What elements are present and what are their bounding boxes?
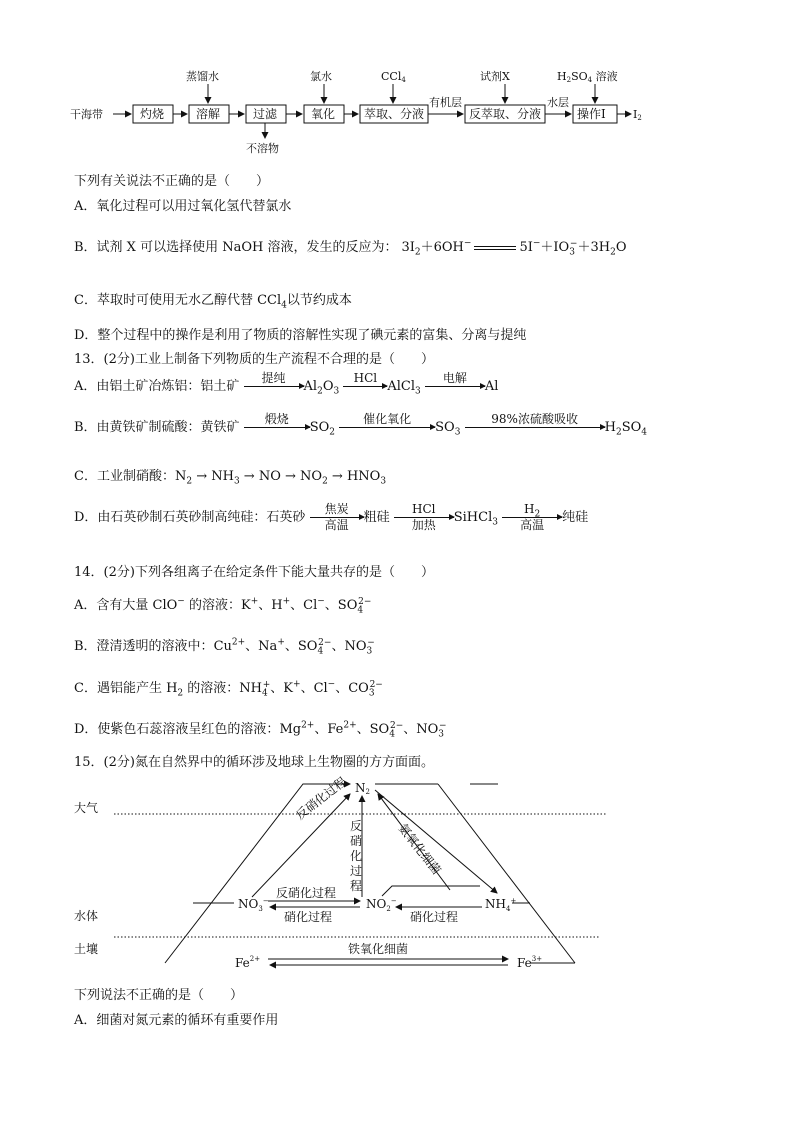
label-fe2: $Fe^{2+}$: [235, 955, 261, 970]
label-nit-h: 硝化过程: [284, 910, 333, 924]
q13-option-c: C．工业制硝酸：$N_2 \to NH_3$ → NO → $NO_2 \to HNO_3$: [74, 469, 387, 487]
q14-option-a: A．含有大量 ClO− 的溶液：K+、H+、Cl−、$SO_4^{2-}$: [74, 596, 372, 616]
label-nh4: $NH_4^+$: [485, 897, 517, 913]
flow-insoluble: 不溶物: [246, 142, 279, 155]
flow-box-label: 操作I: [577, 107, 606, 121]
nitrogen-cycle-diagram: [0, 770, 794, 980]
label-fe3: $Fe^{3+}$: [517, 955, 543, 970]
label-denit-left: 反硝化过程: [293, 774, 350, 823]
q14-stem: 14．(2分)下列各组离子在给定条件下能大量共存的是（ ）: [74, 565, 434, 580]
label-no2: $NO_2^-$: [366, 897, 397, 913]
q14-option-c: C．遇铝能产生 $H_2$ 的溶液：$NH_4^+$、K+、Cl−、$CO_3^{2-}$: [74, 679, 383, 699]
label-denit-mid: 反硝化过程: [350, 819, 363, 893]
flow-input-water: 蒸馏水: [186, 70, 219, 83]
layer-soil: 土壤: [74, 942, 99, 956]
q13-option-b: B．由黄铁矿制硫酸：黄铁矿 煅烧 $SO_2$ 催化氧化 $SO_3$ 98%浓硫酸吸收 $H_2SO_4$: [74, 412, 647, 438]
flow-box-label: 反萃取、分液: [469, 107, 542, 121]
q12-option-d: D．整个过程中的操作是利用了物质的溶解性实现了碘元素的富集、分离与提纯: [74, 328, 527, 343]
q12-option-b: B．试剂 X 可以选择使用 NaOH 溶液，发生的反应为： $3I_2+6OH^-$ $5I^-+IO_3^-+3H_2O$: [74, 238, 627, 258]
q15-stem: 15．(2分)氮在自然界中的循环涉及地球上生物圈的方方面面。: [74, 755, 434, 770]
flow-input-h2so4: H2SO4 溶液: [557, 70, 618, 84]
flow-organic-layer: 有机层: [429, 96, 462, 109]
label-ammonia-ox: 氨氧化细菌: [395, 821, 444, 878]
flow-box-label: 过滤: [253, 107, 278, 121]
label-n2: N2: [355, 781, 370, 796]
label-iron-bacteria: 铁氧化细菌: [348, 942, 409, 956]
flow-input-ccl4: CCl4: [381, 70, 406, 84]
q14-option-b: B．澄清透明的溶液中：$Cu^{2+}$、Na+、$SO_4^{2-}$、$NO_3^-$: [74, 637, 375, 657]
q13-option-a: A．由铝土矿冶炼铝：铝土矿 提纯 $Al_2O_3$ HCl AlCl$_3$ 电解 Al: [74, 371, 499, 397]
flow-box-label: 溶解: [196, 107, 221, 121]
flow-box-label: 灼烧: [140, 107, 165, 121]
q15-stem2: 下列说法不正确的是（ ）: [74, 988, 244, 1003]
flow-input-reagent-x: 试剂X: [480, 70, 510, 83]
q13-option-d: D．由石英砂制石英砂制高纯硅：石英砂 焦炭 高温 粗硅 HCl 加热 SiHCl$_3$ $H_2$ 高温 纯硅: [74, 502, 589, 532]
flow-end-i2: I2: [633, 108, 642, 122]
flow-box-label: 萃取、分液: [364, 107, 425, 121]
label-nit-h2: 硝化过程: [410, 910, 459, 924]
flow-input-chlorine: 氯水: [310, 70, 332, 83]
q13-stem: 13．(2分)工业上制备下列物质的生产流程不合理的是（ ）: [74, 352, 434, 367]
flow-aqueous-layer: 水层: [547, 96, 569, 109]
label-no3: $NO_3^-$: [238, 897, 269, 913]
q12-option-c: C．萃取时可使用无水乙醇代替 CCl$_4$以节约成本: [74, 293, 352, 311]
q14-option-d: D．使紫色石蕊溶液呈红色的溶液：$Mg^{2+}$、$Fe^{2+}$、$SO_4^{2-}$、$NO_3^-$: [74, 720, 447, 740]
layer-water: 水体: [74, 909, 99, 923]
layer-atmosphere: 大气: [74, 801, 99, 815]
q12-option-a: A．氧化过程可以用过氧化氢代替氯水: [74, 199, 292, 214]
q12-stem: 下列有关说法不正确的是（ ）: [74, 174, 270, 189]
flow-start: 干海带: [70, 108, 103, 121]
flow-box-label: 氧化: [311, 107, 336, 121]
iodine-flowchart: [0, 60, 794, 160]
label-denit-h: 反硝化过程: [276, 886, 337, 900]
q15-option-a: A．细菌对氮元素的循环有重要作用: [74, 1013, 279, 1028]
